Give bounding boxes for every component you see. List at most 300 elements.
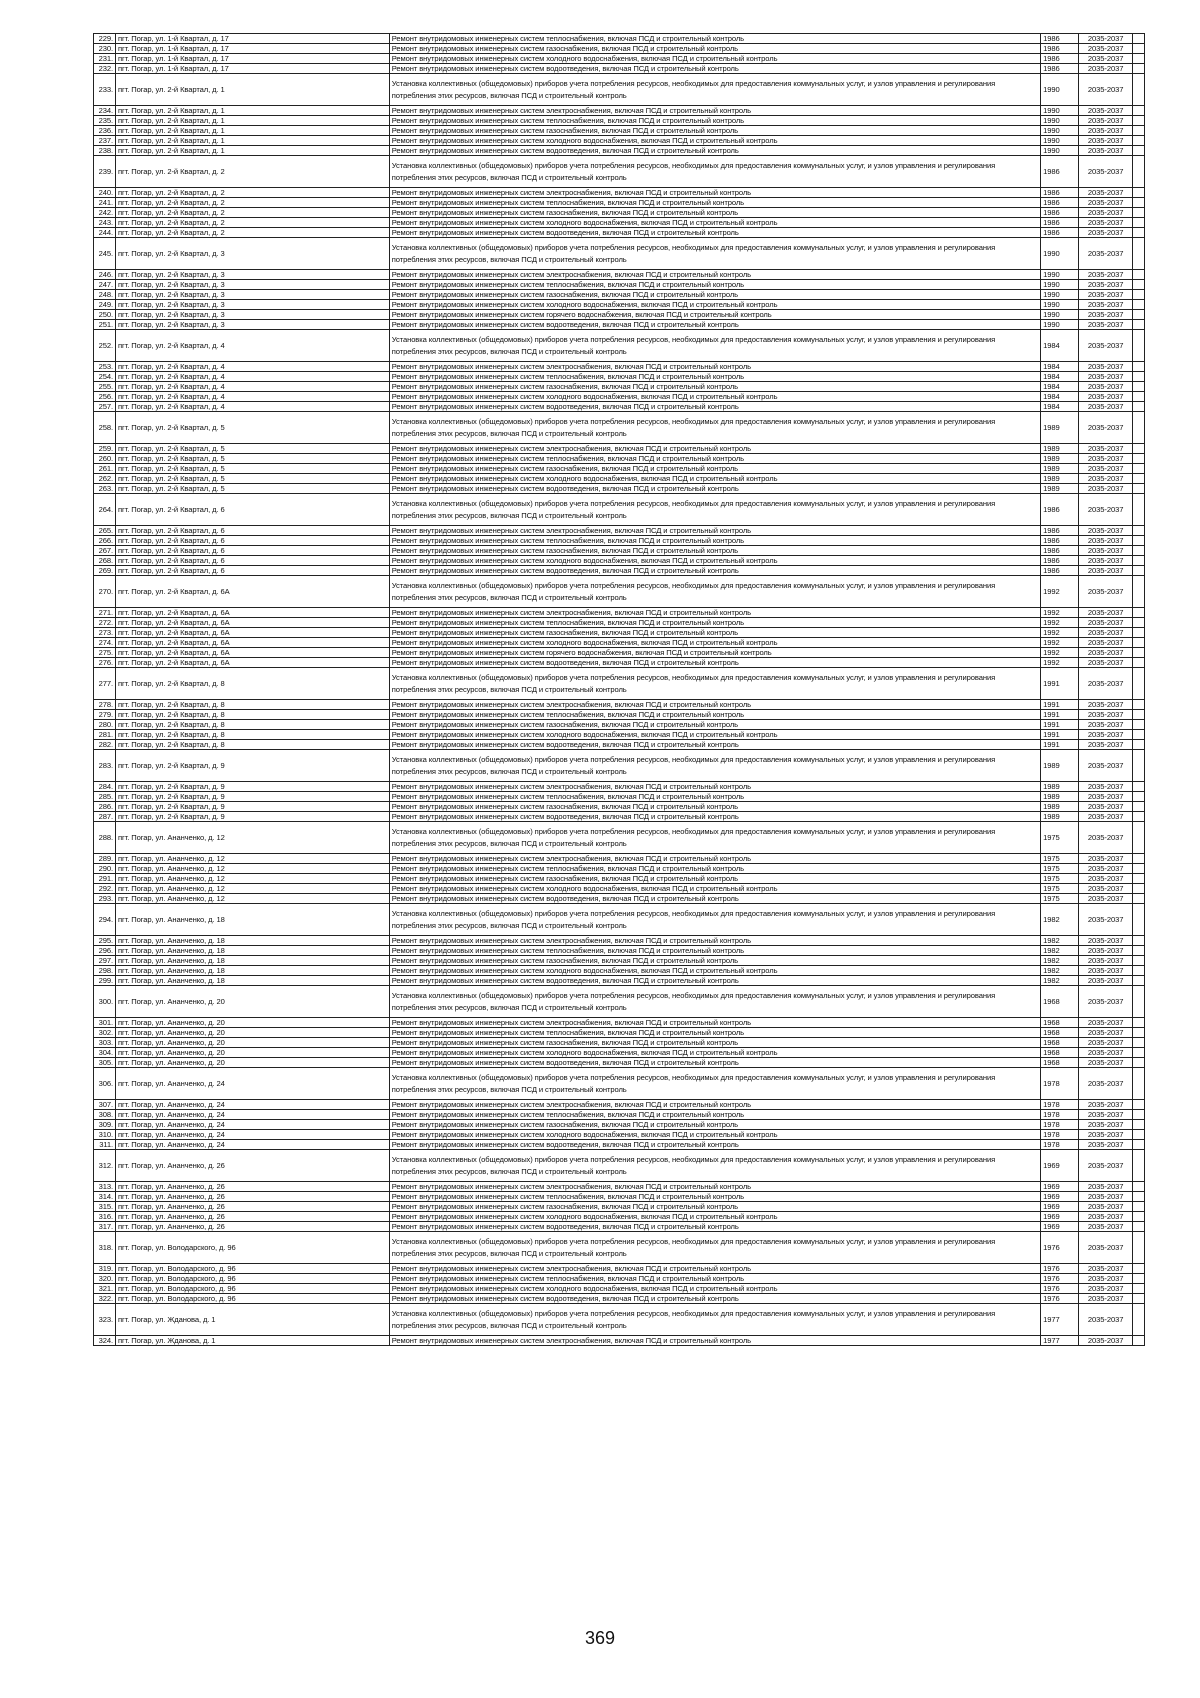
work-type-cell: Установка коллективных (общедомовых) приборов учета потребления ресурсов, необходимых для предоставления коммунальных услуг, и узлов управления и регулирования потребления этих ресурсов, включая ПСД и строительный контроль bbox=[389, 238, 1040, 270]
work-type-cell: Ремонт внутридомовых инженерных систем электроснабжения, включая ПСД и строительный контроль bbox=[389, 854, 1040, 864]
work-type-cell: Ремонт внутридомовых инженерных систем газоснабжения, включая ПСД и строительный контроль bbox=[389, 126, 1040, 136]
address-cell: пгт. Погар, ул. 2-й Квартал, д. 6А bbox=[116, 638, 390, 648]
row-number: 259. bbox=[94, 444, 116, 454]
work-type-cell: Ремонт внутридомовых инженерных систем газоснабжения, включая ПСД и строительный контроль bbox=[389, 720, 1040, 730]
empty-cell bbox=[1133, 320, 1145, 330]
work-type-cell: Ремонт внутридомовых инженерных систем водоотведения, включая ПСД и строительный контроль bbox=[389, 658, 1040, 668]
work-type-cell: Ремонт внутридомовых инженерных систем водоотведения, включая ПСД и строительный контроль bbox=[389, 402, 1040, 412]
year-cell: 1992 bbox=[1041, 658, 1079, 668]
year-cell: 1990 bbox=[1041, 238, 1079, 270]
empty-cell bbox=[1133, 494, 1145, 526]
address-cell: пгт. Погар, ул. 2-й Квартал, д. 2 bbox=[116, 198, 390, 208]
year-cell: 1992 bbox=[1041, 628, 1079, 638]
table-row bbox=[94, 156, 1145, 188]
work-type-cell: Установка коллективных (общедомовых) приборов учета потребления ресурсов, необходимых для предоставления коммунальных услуг, и узлов управления и регулирования потребления этих ресурсов, включая ПСД и строительный контроль bbox=[389, 750, 1040, 782]
table-row bbox=[94, 146, 1145, 156]
year-cell: 1986 bbox=[1041, 526, 1079, 536]
period-cell: 2035-2037 bbox=[1078, 526, 1133, 536]
empty-cell bbox=[1133, 822, 1145, 854]
table-row bbox=[94, 566, 1145, 576]
empty-cell bbox=[1133, 946, 1145, 956]
year-cell: 1989 bbox=[1041, 782, 1079, 792]
address-cell: пгт. Погар, ул. 2-й Квартал, д. 3 bbox=[116, 290, 390, 300]
year-cell: 1982 bbox=[1041, 956, 1079, 966]
empty-cell bbox=[1133, 126, 1145, 136]
empty-cell bbox=[1133, 484, 1145, 494]
work-type-cell: Ремонт внутридомовых инженерных систем газоснабжения, включая ПСД и строительный контроль bbox=[389, 464, 1040, 474]
table-row bbox=[94, 648, 1145, 658]
year-cell: 1968 bbox=[1041, 986, 1079, 1018]
year-cell: 1986 bbox=[1041, 218, 1079, 228]
table-row bbox=[94, 1336, 1145, 1346]
work-type-cell: Ремонт внутридомовых инженерных систем холодного водоснабжения, включая ПСД и строительный контроль bbox=[389, 392, 1040, 402]
address-cell: пгт. Погар, ул. 1-й Квартал, д. 17 bbox=[116, 44, 390, 54]
work-type-cell: Ремонт внутридомовых инженерных систем теплоснабжения, включая ПСД и строительный контроль bbox=[389, 372, 1040, 382]
table-row bbox=[94, 484, 1145, 494]
work-type-cell: Ремонт внутридомовых инженерных систем газоснабжения, включая ПСД и строительный контроль bbox=[389, 44, 1040, 54]
period-cell: 2035-2037 bbox=[1078, 904, 1133, 936]
work-type-cell: Ремонт внутридомовых инженерных систем водоотведения, включая ПСД и строительный контроль bbox=[389, 812, 1040, 822]
year-cell: 1990 bbox=[1041, 300, 1079, 310]
row-number: 246. bbox=[94, 270, 116, 280]
year-cell: 1989 bbox=[1041, 454, 1079, 464]
row-number: 254. bbox=[94, 372, 116, 382]
empty-cell bbox=[1133, 280, 1145, 290]
table-row bbox=[94, 270, 1145, 280]
work-type-cell: Ремонт внутридомовых инженерных систем теплоснабжения, включая ПСД и строительный контроль bbox=[389, 792, 1040, 802]
table-row bbox=[94, 812, 1145, 822]
period-cell: 2035-2037 bbox=[1078, 1274, 1133, 1284]
empty-cell bbox=[1133, 1284, 1145, 1294]
table-row bbox=[94, 740, 1145, 750]
period-cell: 2035-2037 bbox=[1078, 44, 1133, 54]
empty-cell bbox=[1133, 812, 1145, 822]
period-cell: 2035-2037 bbox=[1078, 1068, 1133, 1100]
year-cell: 1992 bbox=[1041, 648, 1079, 658]
year-cell: 1991 bbox=[1041, 700, 1079, 710]
row-number: 281. bbox=[94, 730, 116, 740]
empty-cell bbox=[1133, 300, 1145, 310]
year-cell: 1982 bbox=[1041, 904, 1079, 936]
address-cell: пгт. Погар, ул. 2-й Квартал, д. 5 bbox=[116, 412, 390, 444]
year-cell: 1989 bbox=[1041, 484, 1079, 494]
empty-cell bbox=[1133, 208, 1145, 218]
row-number: 277. bbox=[94, 668, 116, 700]
year-cell: 1968 bbox=[1041, 1038, 1079, 1048]
year-cell: 1990 bbox=[1041, 280, 1079, 290]
address-cell: пгт. Погар, ул. Ананченко, д. 26 bbox=[116, 1202, 390, 1212]
empty-cell bbox=[1133, 330, 1145, 362]
period-cell: 2035-2037 bbox=[1078, 884, 1133, 894]
empty-cell bbox=[1133, 546, 1145, 556]
table-row bbox=[94, 34, 1145, 44]
empty-cell bbox=[1133, 238, 1145, 270]
year-cell: 1969 bbox=[1041, 1182, 1079, 1192]
year-cell: 1969 bbox=[1041, 1150, 1079, 1182]
period-cell: 2035-2037 bbox=[1078, 1130, 1133, 1140]
row-number: 283. bbox=[94, 750, 116, 782]
address-cell: пгт. Погар, ул. 2-й Квартал, д. 6А bbox=[116, 608, 390, 618]
period-cell: 2035-2037 bbox=[1078, 976, 1133, 986]
work-type-cell: Ремонт внутридомовых инженерных систем теплоснабжения, включая ПСД и строительный контроль bbox=[389, 1028, 1040, 1038]
empty-cell bbox=[1133, 608, 1145, 618]
work-type-cell: Установка коллективных (общедомовых) приборов учета потребления ресурсов, необходимых для предоставления коммунальных услуг, и узлов управления и регулирования потребления этих ресурсов, включая ПСД и строительный контроль bbox=[389, 1304, 1040, 1336]
table-row bbox=[94, 290, 1145, 300]
row-number: 256. bbox=[94, 392, 116, 402]
period-cell: 2035-2037 bbox=[1078, 444, 1133, 454]
empty-cell bbox=[1133, 658, 1145, 668]
row-number: 245. bbox=[94, 238, 116, 270]
empty-cell bbox=[1133, 1150, 1145, 1182]
row-number: 323. bbox=[94, 1304, 116, 1336]
row-number: 275. bbox=[94, 648, 116, 658]
row-number: 250. bbox=[94, 310, 116, 320]
empty-cell bbox=[1133, 1038, 1145, 1048]
empty-cell bbox=[1133, 1110, 1145, 1120]
period-cell: 2035-2037 bbox=[1078, 986, 1133, 1018]
period-cell: 2035-2037 bbox=[1078, 1018, 1133, 1028]
year-cell: 1976 bbox=[1041, 1232, 1079, 1264]
year-cell: 1986 bbox=[1041, 156, 1079, 188]
empty-cell bbox=[1133, 412, 1145, 444]
row-number: 270. bbox=[94, 576, 116, 608]
period-cell: 2035-2037 bbox=[1078, 966, 1133, 976]
work-type-cell: Ремонт внутридомовых инженерных систем газоснабжения, включая ПСД и строительный контроль bbox=[389, 382, 1040, 392]
address-cell: пгт. Погар, ул. Володарского, д. 96 bbox=[116, 1232, 390, 1264]
work-type-cell: Ремонт внутридомовых инженерных систем теплоснабжения, включая ПСД и строительный контроль bbox=[389, 34, 1040, 44]
empty-cell bbox=[1133, 198, 1145, 208]
empty-cell bbox=[1133, 116, 1145, 126]
table-row bbox=[94, 966, 1145, 976]
work-type-cell: Установка коллективных (общедомовых) приборов учета потребления ресурсов, необходимых для предоставления коммунальных услуг, и узлов управления и регулирования потребления этих ресурсов, включая ПСД и строительный контроль bbox=[389, 412, 1040, 444]
period-cell: 2035-2037 bbox=[1078, 546, 1133, 556]
row-number: 268. bbox=[94, 556, 116, 566]
table-row bbox=[94, 1182, 1145, 1192]
page-number: 369 bbox=[584, 1628, 616, 1648]
empty-cell bbox=[1133, 1058, 1145, 1068]
year-cell: 1982 bbox=[1041, 936, 1079, 946]
year-cell: 1984 bbox=[1041, 330, 1079, 362]
period-cell: 2035-2037 bbox=[1078, 208, 1133, 218]
address-cell: пгт. Погар, ул. 2-й Квартал, д. 6А bbox=[116, 648, 390, 658]
table-row bbox=[94, 546, 1145, 556]
work-type-cell: Ремонт внутридомовых инженерных систем электроснабжения, включая ПСД и строительный контроль bbox=[389, 782, 1040, 792]
row-number: 295. bbox=[94, 936, 116, 946]
address-cell: пгт. Погар, ул. Ананченко, д. 18 bbox=[116, 946, 390, 956]
empty-cell bbox=[1133, 750, 1145, 782]
year-cell: 1978 bbox=[1041, 1120, 1079, 1130]
address-cell: пгт. Погар, ул. 2-й Квартал, д. 5 bbox=[116, 454, 390, 464]
table-row bbox=[94, 1100, 1145, 1110]
empty-cell bbox=[1133, 740, 1145, 750]
work-type-cell: Ремонт внутридомовых инженерных систем электроснабжения, включая ПСД и строительный контроль bbox=[389, 1182, 1040, 1192]
year-cell: 1990 bbox=[1041, 126, 1079, 136]
work-type-cell: Ремонт внутридомовых инженерных систем теплоснабжения, включая ПСД и строительный контроль bbox=[389, 116, 1040, 126]
work-type-cell: Ремонт внутридомовых инженерных систем горячего водоснабжения, включая ПСД и строительный контроль bbox=[389, 310, 1040, 320]
table-row bbox=[94, 116, 1145, 126]
table-row bbox=[94, 1048, 1145, 1058]
period-cell: 2035-2037 bbox=[1078, 792, 1133, 802]
empty-cell bbox=[1133, 464, 1145, 474]
empty-cell bbox=[1133, 782, 1145, 792]
period-cell: 2035-2037 bbox=[1078, 270, 1133, 280]
year-cell: 1986 bbox=[1041, 54, 1079, 64]
table-row bbox=[94, 494, 1145, 526]
table-row bbox=[94, 1058, 1145, 1068]
year-cell: 1982 bbox=[1041, 976, 1079, 986]
work-type-cell: Ремонт внутридомовых инженерных систем электроснабжения, включая ПСД и строительный контроль bbox=[389, 526, 1040, 536]
table-row bbox=[94, 608, 1145, 618]
address-cell: пгт. Погар, ул. Ананченко, д. 26 bbox=[116, 1150, 390, 1182]
table-row bbox=[94, 1140, 1145, 1150]
row-number: 288. bbox=[94, 822, 116, 854]
work-type-cell: Установка коллективных (общедомовых) приборов учета потребления ресурсов, необходимых для предоставления коммунальных услуг, и узлов управления и регулирования потребления этих ресурсов, включая ПСД и строительный контроль bbox=[389, 904, 1040, 936]
empty-cell bbox=[1133, 874, 1145, 884]
work-type-cell: Ремонт внутридомовых инженерных систем холодного водоснабжения, включая ПСД и строительный контроль bbox=[389, 218, 1040, 228]
table-row bbox=[94, 936, 1145, 946]
year-cell: 1976 bbox=[1041, 1284, 1079, 1294]
address-cell: пгт. Погар, ул. 2-й Квартал, д. 6А bbox=[116, 618, 390, 628]
capital-repair-table bbox=[93, 33, 1145, 1346]
row-number: 232. bbox=[94, 64, 116, 74]
row-number: 240. bbox=[94, 188, 116, 198]
table-row bbox=[94, 700, 1145, 710]
period-cell: 2035-2037 bbox=[1078, 1140, 1133, 1150]
address-cell: пгт. Погар, ул. 2-й Квартал, д. 8 bbox=[116, 710, 390, 720]
year-cell: 1976 bbox=[1041, 1274, 1079, 1284]
address-cell: пгт. Погар, ул. 1-й Квартал, д. 17 bbox=[116, 34, 390, 44]
year-cell: 1992 bbox=[1041, 608, 1079, 618]
work-type-cell: Ремонт внутридомовых инженерных систем газоснабжения, включая ПСД и строительный контроль bbox=[389, 1120, 1040, 1130]
year-cell: 1976 bbox=[1041, 1294, 1079, 1304]
row-number: 285. bbox=[94, 792, 116, 802]
address-cell: пгт. Погар, ул. Ананченко, д. 26 bbox=[116, 1192, 390, 1202]
empty-cell bbox=[1133, 290, 1145, 300]
table-row bbox=[94, 362, 1145, 372]
period-cell: 2035-2037 bbox=[1078, 218, 1133, 228]
work-type-cell: Ремонт внутридомовых инженерных систем теплоснабжения, включая ПСД и строительный контроль bbox=[389, 1274, 1040, 1284]
table-row bbox=[94, 464, 1145, 474]
empty-cell bbox=[1133, 864, 1145, 874]
period-cell: 2035-2037 bbox=[1078, 54, 1133, 64]
table-row bbox=[94, 730, 1145, 740]
year-cell: 1989 bbox=[1041, 750, 1079, 782]
address-cell: пгт. Погар, ул. 2-й Квартал, д. 6 bbox=[116, 556, 390, 566]
period-cell: 2035-2037 bbox=[1078, 874, 1133, 884]
year-cell: 1990 bbox=[1041, 116, 1079, 126]
year-cell: 1978 bbox=[1041, 1068, 1079, 1100]
address-cell: пгт. Погар, ул. Ананченко, д. 18 bbox=[116, 956, 390, 966]
period-cell: 2035-2037 bbox=[1078, 320, 1133, 330]
empty-cell bbox=[1133, 1130, 1145, 1140]
address-cell: пгт. Погар, ул. Володарского, д. 96 bbox=[116, 1264, 390, 1274]
year-cell: 1991 bbox=[1041, 730, 1079, 740]
year-cell: 1990 bbox=[1041, 106, 1079, 116]
work-type-cell: Ремонт внутридомовых инженерных систем теплоснабжения, включая ПСД и строительный контроль bbox=[389, 946, 1040, 956]
work-type-cell: Ремонт внутридомовых инженерных систем холодного водоснабжения, включая ПСД и строительный контроль bbox=[389, 884, 1040, 894]
year-cell: 1989 bbox=[1041, 464, 1079, 474]
row-number: 265. bbox=[94, 526, 116, 536]
period-cell: 2035-2037 bbox=[1078, 126, 1133, 136]
address-cell: пгт. Погар, ул. 2-й Квартал, д. 3 bbox=[116, 238, 390, 270]
table-row bbox=[94, 536, 1145, 546]
period-cell: 2035-2037 bbox=[1078, 936, 1133, 946]
address-cell: пгт. Погар, ул. Ананченко, д. 24 bbox=[116, 1110, 390, 1120]
address-cell: пгт. Погар, ул. 2-й Квартал, д. 5 bbox=[116, 474, 390, 484]
period-cell: 2035-2037 bbox=[1078, 1038, 1133, 1048]
period-cell: 2035-2037 bbox=[1078, 392, 1133, 402]
work-type-cell: Ремонт внутридомовых инженерных систем водоотведения, включая ПСД и строительный контроль bbox=[389, 1222, 1040, 1232]
period-cell: 2035-2037 bbox=[1078, 730, 1133, 740]
work-type-cell: Ремонт внутридомовых инженерных систем водоотведения, включая ПСД и строительный контроль bbox=[389, 320, 1040, 330]
empty-cell bbox=[1133, 146, 1145, 156]
row-number: 289. bbox=[94, 854, 116, 864]
period-cell: 2035-2037 bbox=[1078, 822, 1133, 854]
address-cell: пгт. Погар, ул. 1-й Квартал, д. 17 bbox=[116, 64, 390, 74]
table-row bbox=[94, 300, 1145, 310]
empty-cell bbox=[1133, 536, 1145, 546]
table-row bbox=[94, 126, 1145, 136]
row-number: 263. bbox=[94, 484, 116, 494]
address-cell: пгт. Погар, ул. 2-й Квартал, д. 3 bbox=[116, 270, 390, 280]
row-number: 286. bbox=[94, 802, 116, 812]
work-type-cell: Ремонт внутридомовых инженерных систем водоотведения, включая ПСД и строительный контроль bbox=[389, 894, 1040, 904]
table-row bbox=[94, 444, 1145, 454]
empty-cell bbox=[1133, 1182, 1145, 1192]
table-row bbox=[94, 854, 1145, 864]
address-cell: пгт. Погар, ул. Ананченко, д. 26 bbox=[116, 1222, 390, 1232]
work-type-cell: Установка коллективных (общедомовых) приборов учета потребления ресурсов, необходимых для предоставления коммунальных услуг, и узлов управления и регулирования потребления этих ресурсов, включая ПСД и строительный контроль bbox=[389, 156, 1040, 188]
row-number: 238. bbox=[94, 146, 116, 156]
period-cell: 2035-2037 bbox=[1078, 156, 1133, 188]
work-type-cell: Ремонт внутридомовых инженерных систем газоснабжения, включая ПСД и строительный контроль bbox=[389, 208, 1040, 218]
year-cell: 1984 bbox=[1041, 382, 1079, 392]
work-type-cell: Ремонт внутридомовых инженерных систем водоотведения, включая ПСД и строительный контроль bbox=[389, 484, 1040, 494]
period-cell: 2035-2037 bbox=[1078, 1120, 1133, 1130]
period-cell: 2035-2037 bbox=[1078, 1336, 1133, 1346]
work-type-cell: Ремонт внутридомовых инженерных систем газоснабжения, включая ПСД и строительный контроль bbox=[389, 802, 1040, 812]
table-row bbox=[94, 136, 1145, 146]
address-cell: пгт. Погар, ул. 2-й Квартал, д. 2 bbox=[116, 218, 390, 228]
year-cell: 1986 bbox=[1041, 228, 1079, 238]
row-number: 307. bbox=[94, 1100, 116, 1110]
empty-cell bbox=[1133, 1304, 1145, 1336]
table-row bbox=[94, 402, 1145, 412]
year-cell: 1989 bbox=[1041, 802, 1079, 812]
address-cell: пгт. Погар, ул. 2-й Квартал, д. 9 bbox=[116, 802, 390, 812]
empty-cell bbox=[1133, 710, 1145, 720]
table-row bbox=[94, 720, 1145, 730]
empty-cell bbox=[1133, 474, 1145, 484]
row-number: 230. bbox=[94, 44, 116, 54]
period-cell: 2035-2037 bbox=[1078, 300, 1133, 310]
year-cell: 1976 bbox=[1041, 1264, 1079, 1274]
row-number: 292. bbox=[94, 884, 116, 894]
period-cell: 2035-2037 bbox=[1078, 1048, 1133, 1058]
work-type-cell: Установка коллективных (общедомовых) приборов учета потребления ресурсов, необходимых для предоставления коммунальных услуг, и узлов управления и регулирования потребления этих ресурсов, включая ПСД и строительный контроль bbox=[389, 1068, 1040, 1100]
row-number: 290. bbox=[94, 864, 116, 874]
year-cell: 1984 bbox=[1041, 392, 1079, 402]
year-cell: 1991 bbox=[1041, 710, 1079, 720]
empty-cell bbox=[1133, 904, 1145, 936]
table-row bbox=[94, 710, 1145, 720]
period-cell: 2035-2037 bbox=[1078, 1264, 1133, 1274]
address-cell: пгт. Погар, ул. 2-й Квартал, д. 4 bbox=[116, 330, 390, 362]
table-row bbox=[94, 1232, 1145, 1264]
work-type-cell: Ремонт внутридомовых инженерных систем газоснабжения, включая ПСД и строительный контроль bbox=[389, 628, 1040, 638]
address-cell: пгт. Погар, ул. Ананченко, д. 24 bbox=[116, 1130, 390, 1140]
address-cell: пгт. Погар, ул. Ананченко, д. 12 bbox=[116, 822, 390, 854]
table-row bbox=[94, 54, 1145, 64]
row-number: 306. bbox=[94, 1068, 116, 1100]
year-cell: 1984 bbox=[1041, 362, 1079, 372]
empty-cell bbox=[1133, 1222, 1145, 1232]
period-cell: 2035-2037 bbox=[1078, 484, 1133, 494]
row-number: 262. bbox=[94, 474, 116, 484]
period-cell: 2035-2037 bbox=[1078, 864, 1133, 874]
address-cell: пгт. Погар, ул. Ананченко, д. 18 bbox=[116, 966, 390, 976]
table-row bbox=[94, 976, 1145, 986]
year-cell: 1982 bbox=[1041, 946, 1079, 956]
row-number: 255. bbox=[94, 382, 116, 392]
year-cell: 1992 bbox=[1041, 576, 1079, 608]
period-cell: 2035-2037 bbox=[1078, 1192, 1133, 1202]
empty-cell bbox=[1133, 802, 1145, 812]
work-type-cell: Ремонт внутридомовых инженерных систем электроснабжения, включая ПСД и строительный контроль bbox=[389, 936, 1040, 946]
work-type-cell: Ремонт внутридомовых инженерных систем горячего водоснабжения, включая ПСД и строительный контроль bbox=[389, 648, 1040, 658]
work-type-cell: Ремонт внутридомовых инженерных систем электроснабжения, включая ПСД и строительный контроль bbox=[389, 106, 1040, 116]
address-cell: пгт. Погар, ул. 2-й Квартал, д. 1 bbox=[116, 74, 390, 106]
work-type-cell: Ремонт внутридомовых инженерных систем холодного водоснабжения, включая ПСД и строительный контроль bbox=[389, 1130, 1040, 1140]
row-number: 315. bbox=[94, 1202, 116, 1212]
address-cell: пгт. Погар, ул. 1-й Квартал, д. 17 bbox=[116, 54, 390, 64]
address-cell: пгт. Погар, ул. Ананченко, д. 12 bbox=[116, 894, 390, 904]
table-row bbox=[94, 228, 1145, 238]
work-type-cell: Ремонт внутридомовых инженерных систем электроснабжения, включая ПСД и строительный контроль bbox=[389, 608, 1040, 618]
work-type-cell: Ремонт внутридомовых инженерных систем водоотведения, включая ПСД и строительный контроль bbox=[389, 64, 1040, 74]
work-type-cell: Ремонт внутридомовых инженерных систем газоснабжения, включая ПСД и строительный контроль bbox=[389, 1202, 1040, 1212]
period-cell: 2035-2037 bbox=[1078, 812, 1133, 822]
empty-cell bbox=[1133, 730, 1145, 740]
address-cell: пгт. Погар, ул. 2-й Квартал, д. 8 bbox=[116, 700, 390, 710]
year-cell: 1990 bbox=[1041, 290, 1079, 300]
period-cell: 2035-2037 bbox=[1078, 1212, 1133, 1222]
table-row bbox=[94, 44, 1145, 54]
work-type-cell: Ремонт внутридомовых инженерных систем водоотведения, включая ПСД и строительный контроль bbox=[389, 146, 1040, 156]
empty-cell bbox=[1133, 976, 1145, 986]
address-cell: пгт. Погар, ул. 2-й Квартал, д. 8 bbox=[116, 730, 390, 740]
address-cell: пгт. Погар, ул. Ананченко, д. 26 bbox=[116, 1182, 390, 1192]
row-number: 291. bbox=[94, 874, 116, 884]
year-cell: 1986 bbox=[1041, 188, 1079, 198]
address-cell: пгт. Погар, ул. 2-й Квартал, д. 1 bbox=[116, 136, 390, 146]
table-row bbox=[94, 1120, 1145, 1130]
period-cell: 2035-2037 bbox=[1078, 34, 1133, 44]
year-cell: 1990 bbox=[1041, 270, 1079, 280]
row-number: 235. bbox=[94, 116, 116, 126]
table-row bbox=[94, 576, 1145, 608]
table-row bbox=[94, 904, 1145, 936]
table-row bbox=[94, 474, 1145, 484]
year-cell: 1986 bbox=[1041, 208, 1079, 218]
table-row bbox=[94, 1028, 1145, 1038]
year-cell: 1968 bbox=[1041, 1048, 1079, 1058]
period-cell: 2035-2037 bbox=[1078, 382, 1133, 392]
address-cell: пгт. Погар, ул. 2-й Квартал, д. 6А bbox=[116, 576, 390, 608]
empty-cell bbox=[1133, 1336, 1145, 1346]
row-number: 299. bbox=[94, 976, 116, 986]
period-cell: 2035-2037 bbox=[1078, 638, 1133, 648]
